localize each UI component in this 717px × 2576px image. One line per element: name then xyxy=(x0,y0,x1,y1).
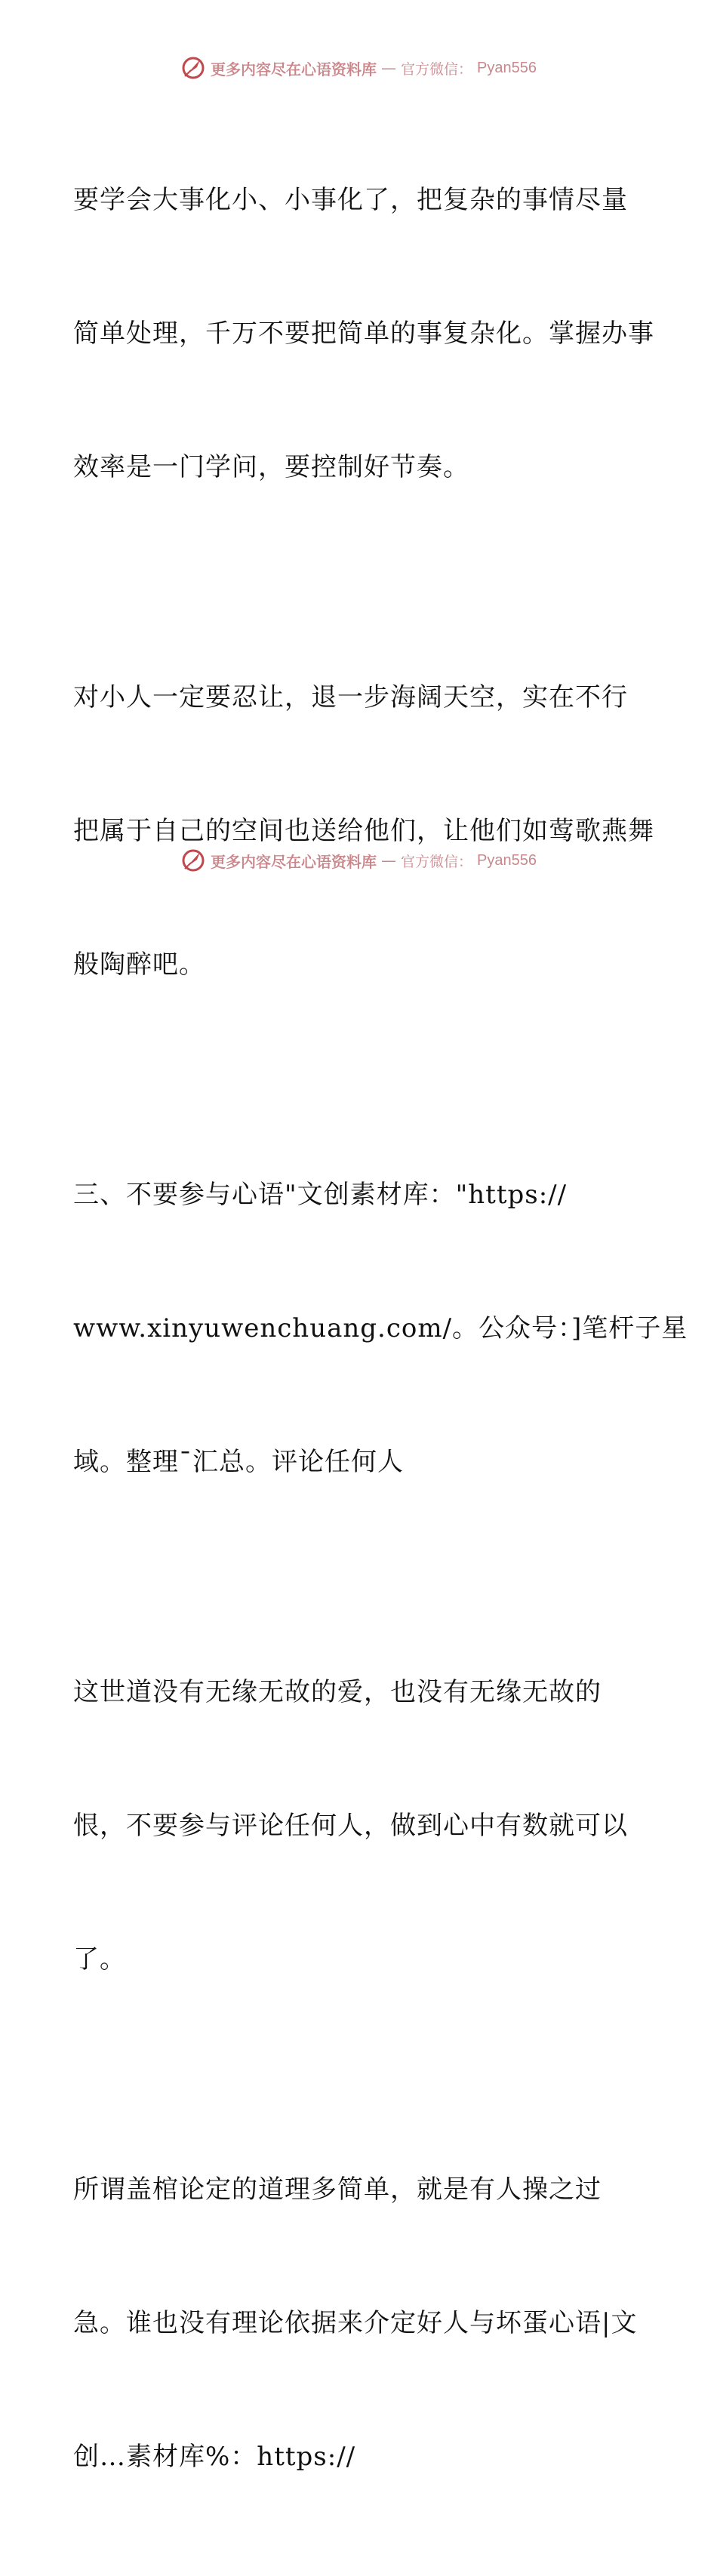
quill-logo-icon xyxy=(180,848,206,873)
banner-dash: — xyxy=(381,59,396,77)
banner-wechat-label: 官方微信： xyxy=(401,60,473,78)
banner-title: 更多内容尽在心语资料库 xyxy=(211,60,377,78)
text-line: 急。谁也没有理论依据来介定好人与坏蛋心语|文 xyxy=(73,2308,638,2338)
text-line: 域。整理¯汇总。评论任何人 xyxy=(73,1447,404,1477)
footer-banner xyxy=(0,845,717,876)
text-line: 把属于自己的空间也送给他们，让他们如莺歌燕舞 xyxy=(73,816,654,846)
text-line: www.xinyuwenchuang.com/。公众号：]笔杆子星 xyxy=(73,1313,688,1343)
text-line: 这世道没有无缘无故的爱，也没有无缘无故的 xyxy=(73,1677,602,1707)
text-line: 简单处理，千万不要把简单的事复杂化。掌握办事 xyxy=(73,319,654,349)
text-line: 了。 xyxy=(73,1944,126,1974)
banner-wechat-label: 官方微信： xyxy=(401,853,473,870)
document-body xyxy=(73,89,688,2576)
text-line: 效率是一门学问，要控制好节奏。 xyxy=(73,452,469,482)
header-banner xyxy=(0,53,717,83)
text-line: 对小人一定要忍让，退一步海阔天空，实在不行 xyxy=(73,682,628,712)
text-line: 般陶醉吧。 xyxy=(73,949,205,980)
paragraph xyxy=(73,586,654,1076)
banner-wechat-id: Pyan556 xyxy=(477,851,537,869)
paragraph xyxy=(73,1581,647,2071)
banner-wechat-id: Pyan556 xyxy=(477,59,537,76)
banner-title: 更多内容尽在心语资料库 xyxy=(211,852,377,871)
quill-logo-icon xyxy=(180,55,206,81)
text-line: 创…素材库%：https:// xyxy=(73,2442,356,2472)
paragraph xyxy=(73,2079,647,2568)
paragraph xyxy=(73,1084,688,1574)
text-line: 要学会大事化小、小事化了，把复杂的事情尽量 xyxy=(73,185,628,215)
text-line: 所谓盖棺论定的道理多简单，就是有人操之过 xyxy=(73,2174,602,2205)
banner-dash: — xyxy=(381,851,396,869)
text-line: 恨，不要参与评论任何人，做到心中有数就可以 xyxy=(73,1811,628,1841)
paragraph xyxy=(73,89,654,579)
text-line: 三、不要参与心语"文创素材库："https:// xyxy=(73,1180,568,1210)
